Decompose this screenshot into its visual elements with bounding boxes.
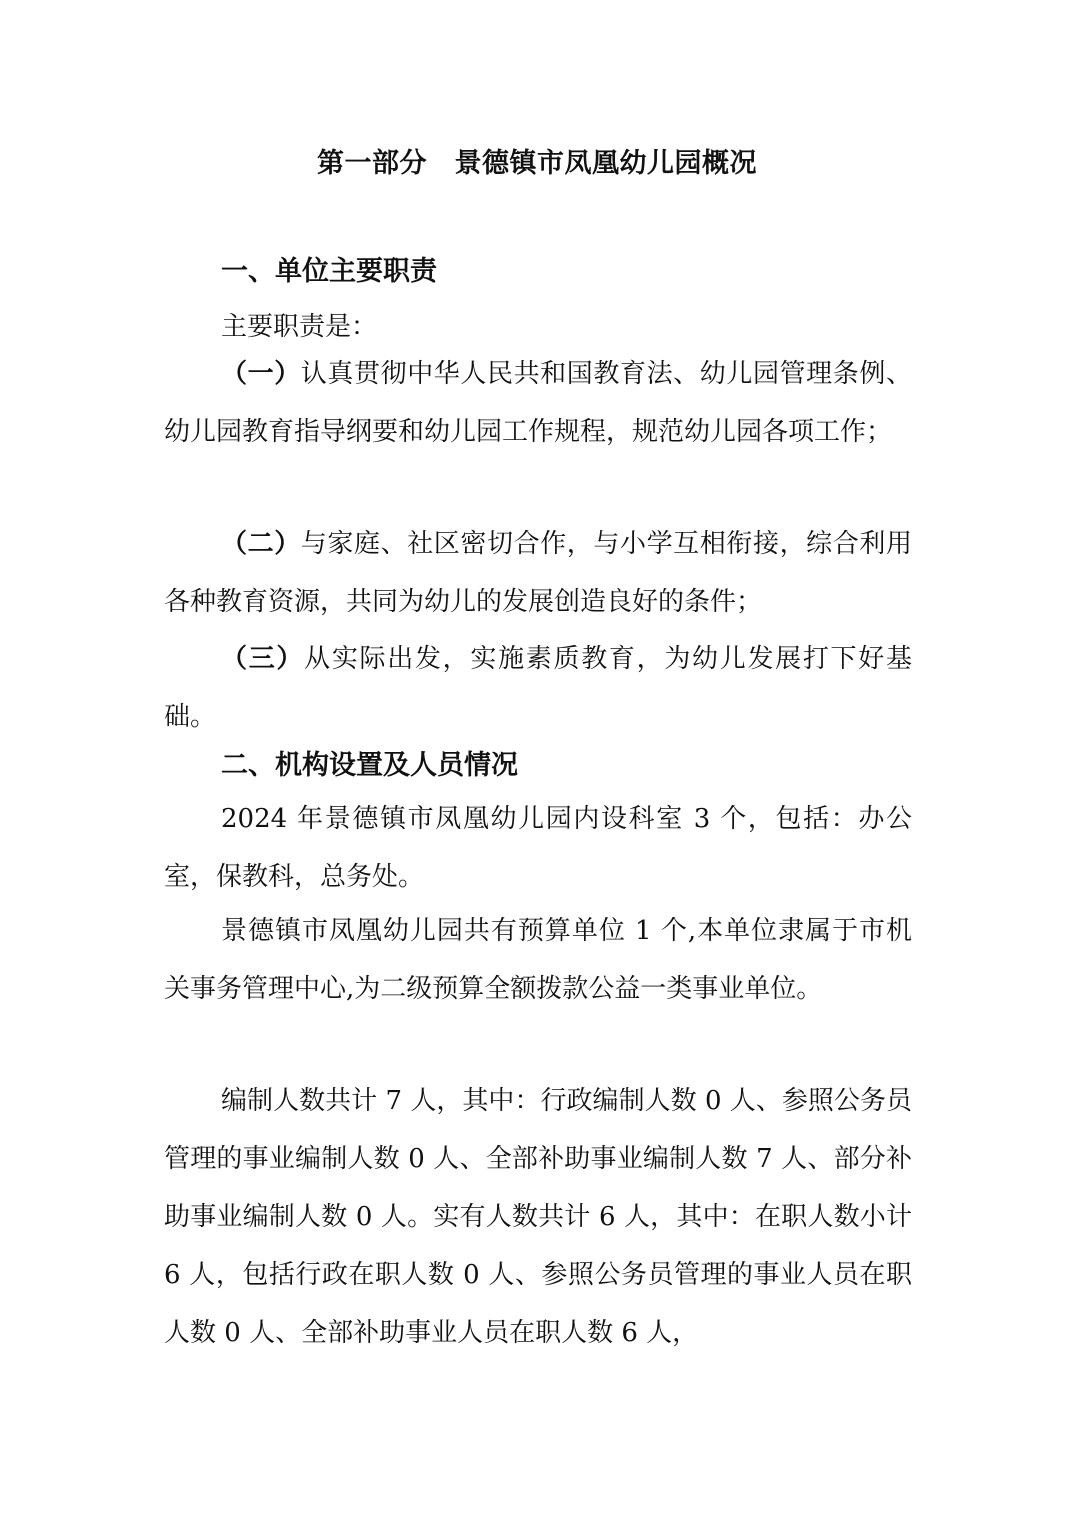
duty-item-1 (164, 345, 912, 461)
duty-item-text: 从实际出发，实施素质教育，为幼儿发展打下好基础。 (164, 644, 912, 732)
duty-item-number: （二） (221, 529, 301, 559)
duty-item-text: 与家庭、社区密切合作，与小学互相衔接，综合利用各种教育资源，共同为幼儿的发展创造良好的条件； (164, 529, 912, 617)
staffing-paragraph: 编制人数共计 7 人，其中：行政编制人数 0 人、参照公务员管理的事业编制人数 0 人、全部补助事业编制人数 7 人、部分补助事业编制人数 0 人。实有人数共计 6 人，其中：在职人数小计 6 人，包括行政在职人数 0 人、参照公务员管理的事业人员在职人数 0 人、全部补助事业人员在职人数 6 人， (164, 1086, 912, 1348)
section-heading-duties: 一、单位主要职责 (221, 256, 437, 287)
duty-item-3 (164, 630, 912, 746)
budget-unit-paragraph: 景德镇市凤凰幼儿园共有预算单位 1 个,本单位隶属于市机关事务管理中心,为二级预算全额拨款公益一类事业单位。 (164, 916, 912, 1004)
section-heading-organization: 二、机构设置及人员情况 (221, 750, 518, 781)
duty-item-2 (164, 515, 912, 631)
duty-item-number: （一） (221, 359, 301, 389)
duty-item-text: 认真贯彻中华人民共和国教育法、幼儿园管理条例、幼儿园教育指导纲要和幼儿园工作规程，规范幼儿园各项工作； (164, 359, 912, 447)
duties-intro: 主要职责是： (221, 312, 378, 342)
page-title: 第一部分 景德镇市凤凰幼儿园概况 (317, 148, 757, 179)
organization-paragraph: 2024 年景德镇市凤凰幼儿园内设科室 3 个，包括：办公室，保教科，总务处。 (164, 804, 912, 892)
duty-item-number: （三） (221, 644, 305, 674)
